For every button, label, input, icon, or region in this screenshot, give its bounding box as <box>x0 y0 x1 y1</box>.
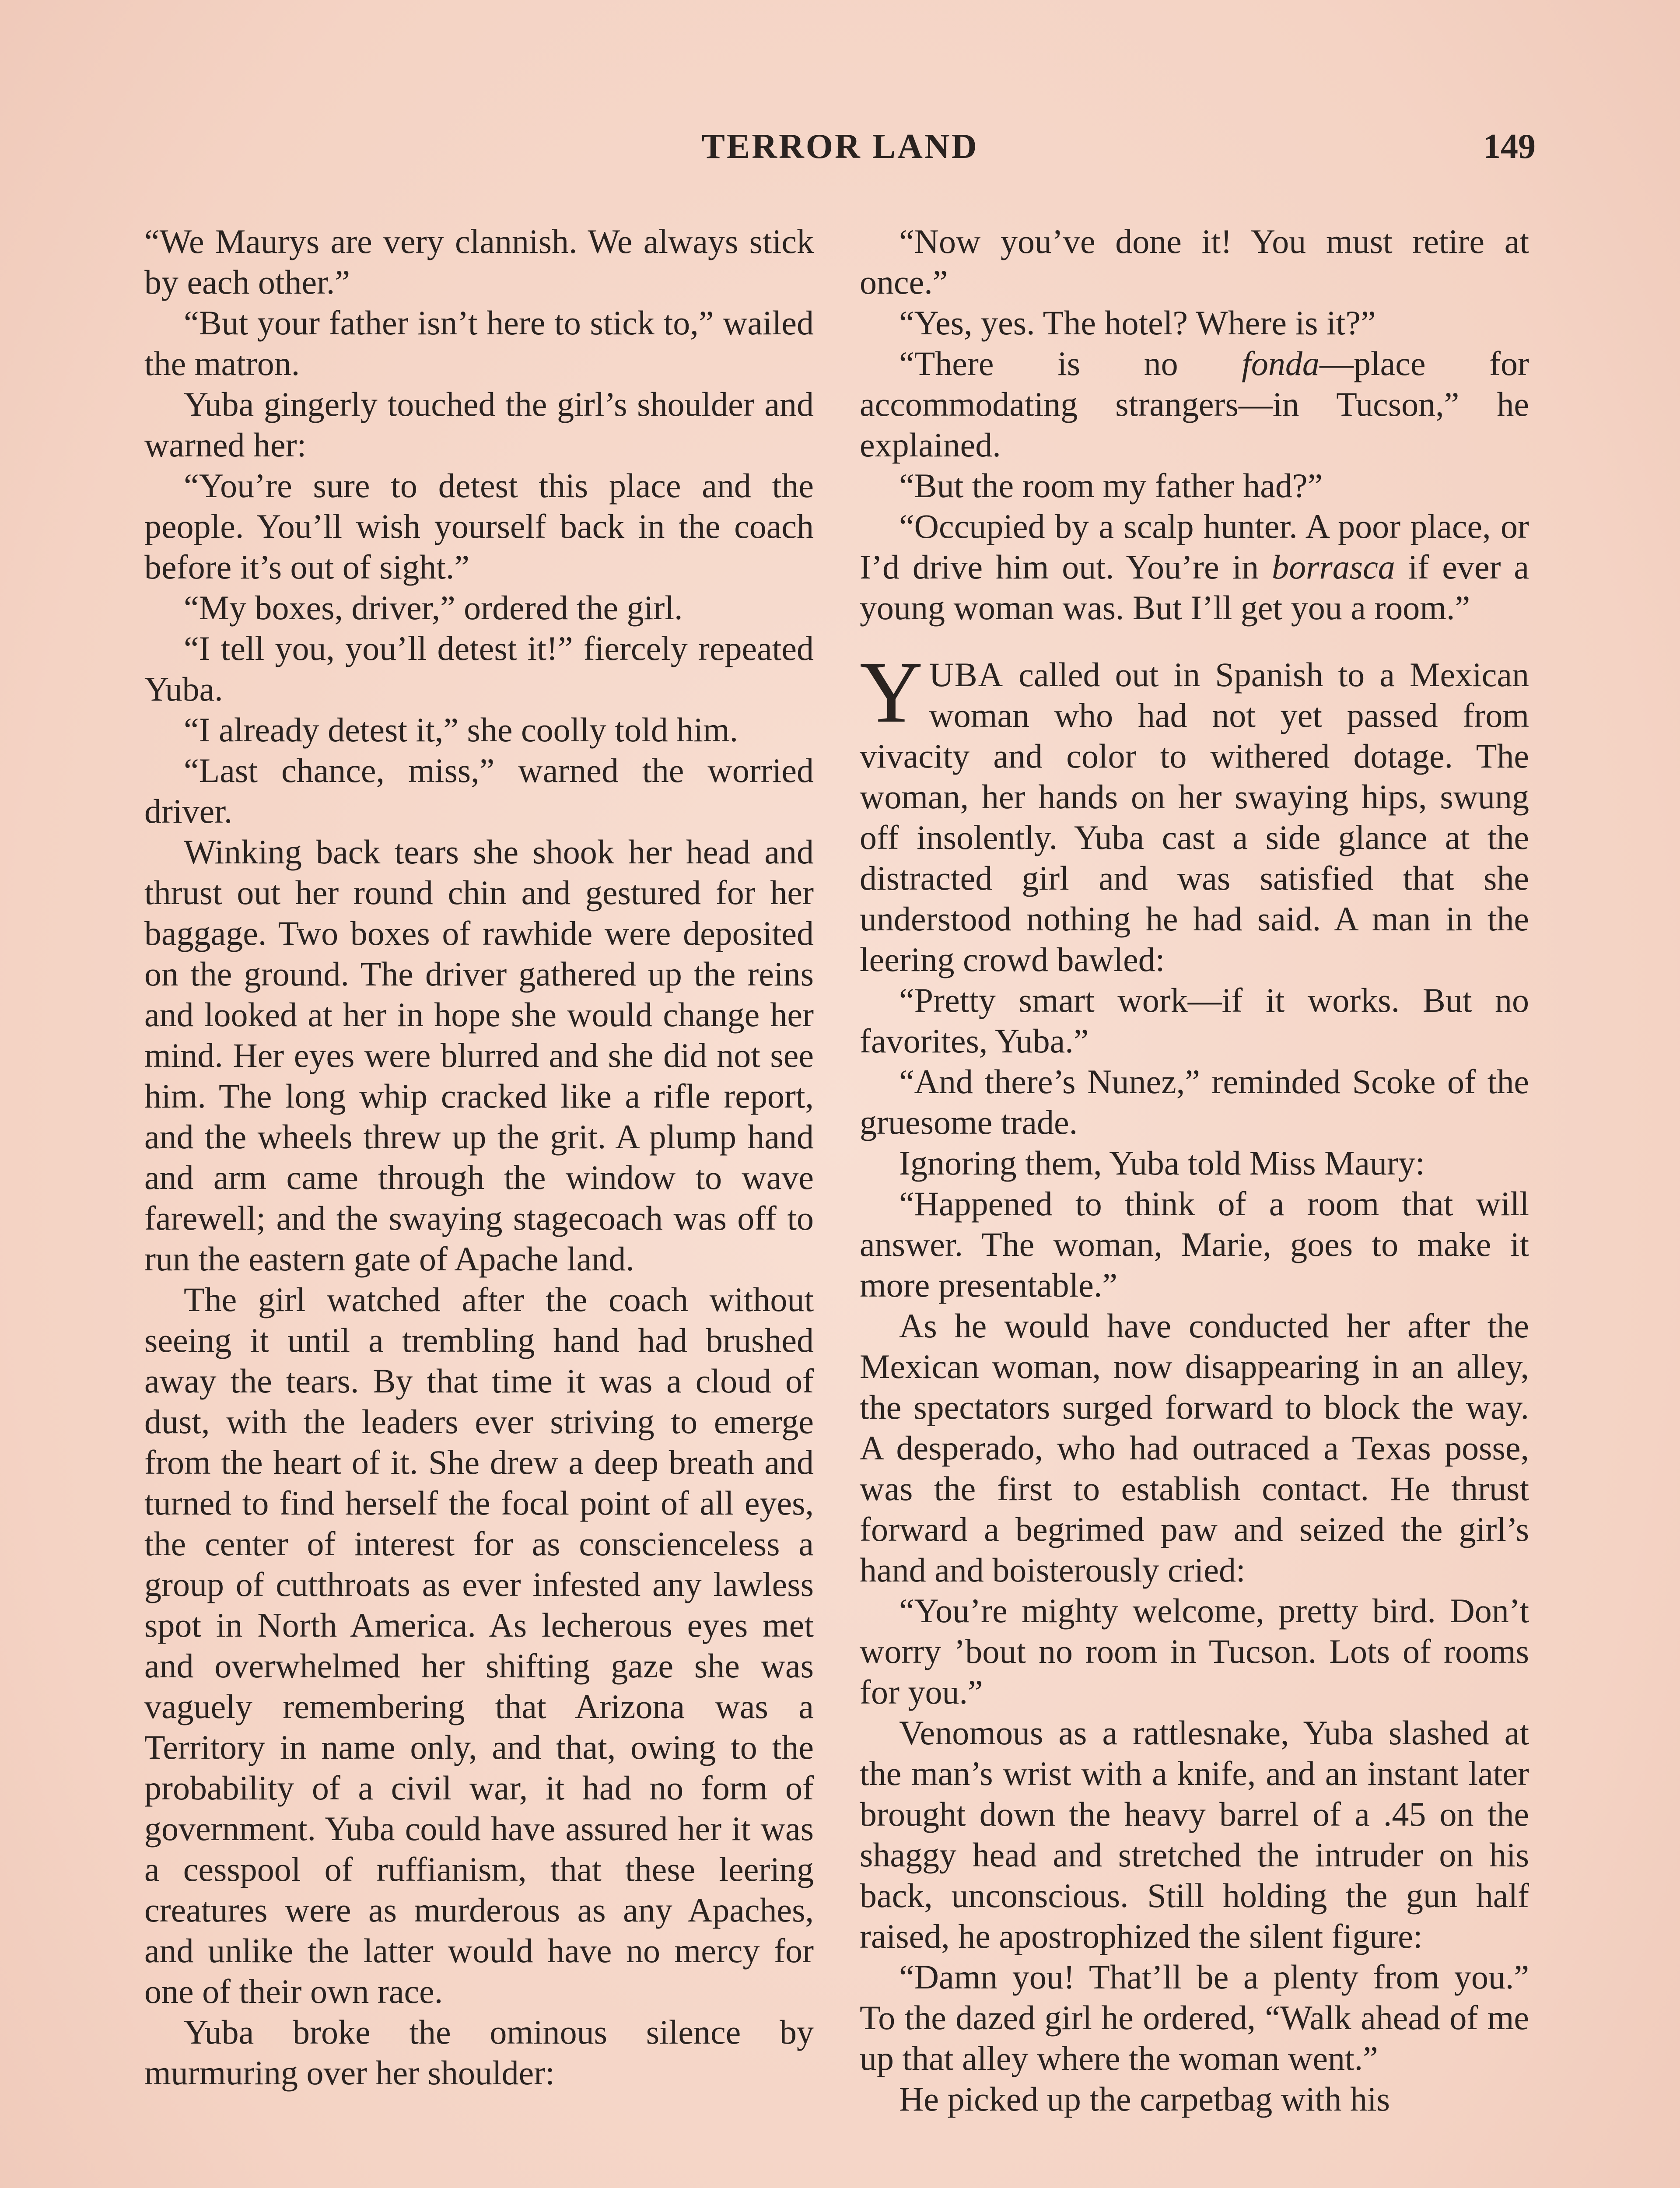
paragraph: He picked up the carpetbag with his <box>899 2080 1390 2118</box>
italic-word: fonda <box>1242 344 1320 382</box>
left-column <box>144 221 814 2093</box>
paragraph <box>860 506 1529 628</box>
running-title: TERROR LAND <box>701 127 979 166</box>
text-run: —place for accommodating strangers—in Tucson,” he explained. <box>860 344 1529 464</box>
drop-cap: Y <box>860 644 923 741</box>
paragraph: “We Maurys are very clannish. We always stick by each other.” <box>144 222 814 301</box>
paragraph: “Now you’ve done it! You must retire at once.” <box>860 222 1529 301</box>
paragraph: “Damn you! That’ll be a plenty from you.” To the dazed girl he ordered, “Walk ahead of me up that alley where the woman went.” <box>860 1958 1529 2077</box>
paragraph: “You’re sure to detest this place and the people. You’ll wish yourself back in the coach before it’s out of sight.” <box>144 466 814 586</box>
paragraph: The girl watched after the coach without seeing it until a trembling hand had brushed away the tears. By that time it was a cloud of dust, with the leaders ever striving to emerge from the heart of it. She drew a deep breath and turned to find herself the focal point of all eyes, the center of interest for as conscienceless a group of cutthroats as ever infested any lawless spot in North America. As lecherous eyes met and overwhelmed her shifting gaze she was vaguely remembering that Arizona was a Territory in name only, and that, owing to the probability of a civil war, it had no form of government. Yuba could have assured her it was a cesspool of ruffianism, that these leering creatures were as murderous as any Apaches, and unlike the latter would have no mercy for one of their own race. <box>144 1280 814 2010</box>
right-column <box>860 221 1529 2119</box>
paragraph: “My boxes, driver,” ordered the girl. <box>184 589 683 627</box>
text-run: “Occupied by a scalp hunter. A poor place, or I’d drive him out. You’re in <box>860 507 1529 586</box>
paragraph: “But the room my father had?” <box>899 466 1323 505</box>
text-run: if ever a young woman was. But I’ll get you a room.” <box>860 548 1529 627</box>
paragraph: “I tell you, you’ll detest it!” fiercely repeated Yuba. <box>144 629 814 708</box>
text-run: called out in Spanish to a Mexican woman who had not yet passed from vivacity and color to withered dotage. The woman, her hands on her swaying hips, swung off insolently. Yuba cast a side glance at the distracted girl and was satisfied that she understood nothing he had said. A man in the leering crowd bawled: <box>860 656 1529 978</box>
paragraph: Yuba gingerly touched the girl’s shoulder and warned her: <box>144 385 814 464</box>
page-header <box>144 127 1536 179</box>
paragraph: “And there’s Nunez,” reminded Scoke of the gruesome trade. <box>860 1062 1529 1141</box>
page-number: 149 <box>1483 127 1536 166</box>
paragraph: “I already detest it,” she coolly told him. <box>184 711 738 749</box>
paragraph: “Happened to think of a room that will answer. The woman, Marie, goes to make it more presentable.” <box>860 1185 1529 1304</box>
section-opening-paragraph <box>860 644 1529 980</box>
paragraph: Venomous as a rattlesnake, Yuba slashed at the man’s wrist with a knife, and an instant later brought down the heavy barrel of a .45 on the shaggy head and stretched the intruder on his back, unconscious. Still holding the gun half raised, he apostrophized the silent figure: <box>860 1714 1529 1955</box>
paragraph <box>860 343 1529 465</box>
paragraph: “Pretty smart work—if it works. But no favorites, Yuba.” <box>860 981 1529 1060</box>
paragraph: “You’re mighty welcome, pretty bird. Don’t worry ’bout no room in Tucson. Lots of rooms for you.” <box>860 1592 1529 1711</box>
paragraph: Ignoring them, Yuba told Miss Maury: <box>899 1144 1425 1182</box>
paragraph: As he would have conducted her after the Mexican woman, now disappearing in an alley, the spectators surged forward to block the way. A desperado, who had outraced a Texas posse, was the first to establish contact. He thrust forward a begrimed paw and seized the girl’s hand and boisterously cried: <box>860 1307 1529 1589</box>
lead-in: UBA <box>929 656 1004 694</box>
paragraph: “Last chance, miss,” warned the worried driver. <box>144 751 814 830</box>
paragraph: Yuba broke the ominous silence by murmuring over her shoulder: <box>144 2013 814 2092</box>
text-run: “There is no <box>899 344 1242 382</box>
paragraph: “But your father isn’t here to stick to,” wailed the matron. <box>144 304 814 382</box>
italic-word: borrasca <box>1272 548 1395 586</box>
paragraph: Winking back tears she shook her head and thrust out her round chin and gestured for her baggage. Two boxes of rawhide were deposited on the ground. The driver gathered up the reins and looked at her in hope she would change her mind. Her eyes were blurred and she did not see him. The long whip cracked like a rifle report, and the wheels threw up the grit. A plump hand and arm came through the window to wave farewell; and the swaying stagecoach was off to run the eastern gate of Apache land. <box>144 833 814 1278</box>
paragraph: “Yes, yes. The hotel? Where is it?” <box>899 304 1376 342</box>
